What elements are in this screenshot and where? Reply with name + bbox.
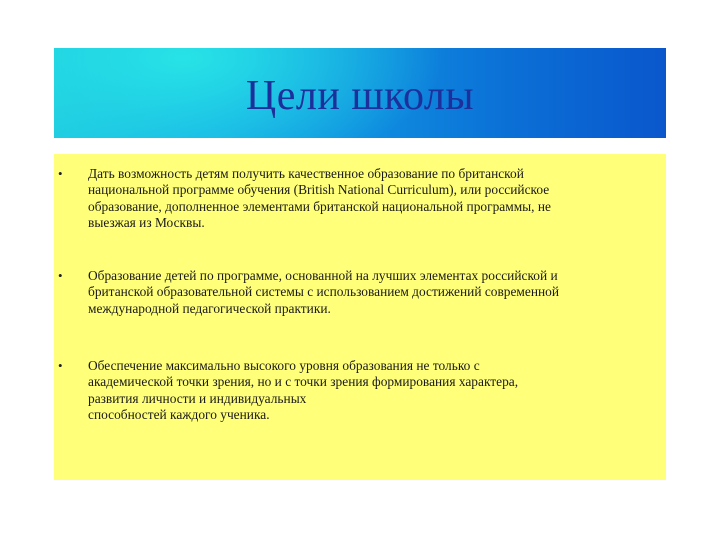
bullet-marker: • bbox=[58, 268, 63, 283]
bullet-text-2: Образование детей по программе, основанной на лучших элементах российской и британской образовательной системы с использованием достижений современной международной педагогической практики. bbox=[88, 268, 560, 316]
content-panel bbox=[54, 154, 666, 480]
bullet-text-1: Дать возможность детям получить качественное образование по британской национальной программе обучения (British National Curriculum), или российское образование, дополненное элементами британской национальной программы, не выезжая из Москвы. bbox=[88, 166, 551, 231]
slide-title: Цели школы bbox=[245, 73, 475, 119]
bullet-marker: • bbox=[58, 166, 63, 181]
bullet-marker: • bbox=[58, 358, 63, 373]
bullet-text-3: Обеспечение максимально высокого уровня образования не только с академической точки зрения, но и с точки зрения формирования характера, развития личности и индивидуальных способностей каждого ученика. bbox=[88, 358, 519, 423]
title-banner bbox=[54, 48, 666, 138]
